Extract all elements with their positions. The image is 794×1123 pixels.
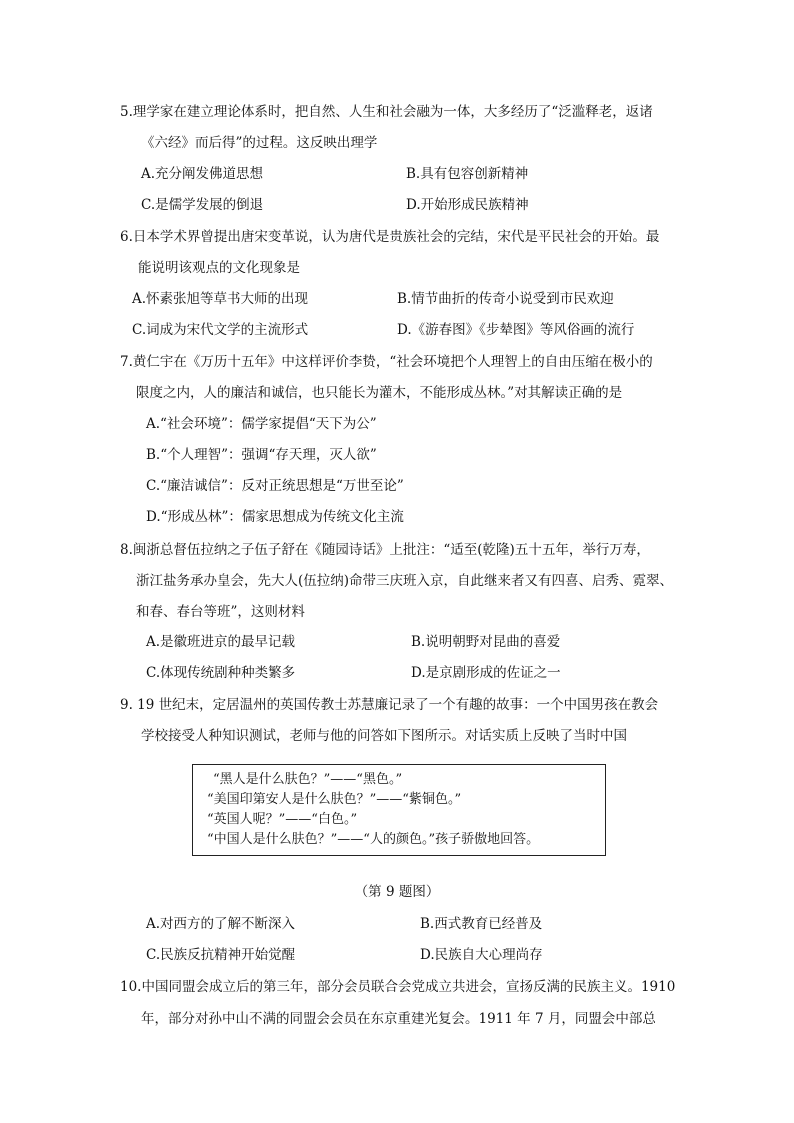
q9-option-b: B.西式教育已经普及 <box>420 916 543 932</box>
q6-stem-line1: 6.日本学术界曾提出唐宋变革说，认为唐代是贵族社会的完结，宋代是平民社会的开始。最 <box>120 229 660 245</box>
q8-stem-line2: 浙江盐务承办皇会，先大人(伍拉纳)命带三庆班入京，自此继来者又有四喜、启秀、霓翠、 <box>136 573 674 589</box>
q8-option-a: A.是徽班进京的最早记载 <box>146 634 296 650</box>
q6-stem-line2: 能说明该观点的文化现象是 <box>138 260 300 276</box>
q6-option-c: C.词成为宋代文学的主流形式 <box>132 322 309 338</box>
q5-option-d: D.开始形成民族精神 <box>406 197 529 213</box>
q7-stem-line2: 限度之内，人的廉洁和诚信，也只能长为灌木，不能形成丛林。”对其解读正确的是 <box>136 385 623 401</box>
q5-option-c: C.是儒学发展的倒退 <box>141 197 264 213</box>
q9-stem-line2: 学校接受人种知识测试，老师与他的问答如下图所示。对话实质上反映了当时中国 <box>141 728 627 744</box>
q6-option-a: A.怀素张旭等草书大师的出现 <box>132 291 309 307</box>
q5-stem-line2: 《六经》而后得”的过程。这反映出理学 <box>141 135 378 151</box>
q8-option-d: D.是京剧形成的佐证之一 <box>411 665 561 681</box>
q8-option-b: B.说明朝野对昆曲的喜爱 <box>411 634 561 650</box>
q8-stem-line3: 和春、春台等班”，这则材料 <box>136 604 305 620</box>
q8-stem-line1: 8.闽浙总督伍拉纳之子伍子舒在《随园诗话》上批注：“适至(乾隆)五十五年，举行万寿， <box>120 542 650 558</box>
q7-stem-line1: 7.黄仁宇在《万历十五年》中这样评价李贽，“社会环境把个人理智上的自由压缩在极小的 <box>120 354 653 370</box>
q5-option-a: A.充分阐发佛道思想 <box>141 166 264 182</box>
q6-option-b: B.情节曲折的传奇小说受到市民欢迎 <box>397 291 614 307</box>
q9-dialogue-line: “中国人是什么肤色？”——“人的颜色。”孩子骄傲地回答。 <box>207 832 540 847</box>
q7-option-b: B.“个人理智”：强调“存天理，灭人欲” <box>146 447 377 463</box>
q8-option-c: C.体现传统剧种种类繁多 <box>146 665 296 681</box>
q10-stem-line2: 年，部分对孙中山不满的同盟会会员在东京重建光复会。1911 年 7 月，同盟会中部总 <box>141 1011 656 1027</box>
q7-option-a: A.“社会环境”：儒学家提倡“天下为公” <box>146 416 377 432</box>
q5-stem-line1: 5.理学家在建立理论体系时，把自然、人生和社会融为一体，大多经历了“泛滥释老，返诸 <box>120 104 653 120</box>
q9-dialogue-line: “美国印第安人是什么肤色？”——“紫铜色。” <box>207 792 462 807</box>
q9-option-a: A.对西方的了解不断深入 <box>146 916 296 932</box>
q9-stem-line1: 9. 19 世纪末，定居温州的英国传教士苏慧廉记录了一个有趣的故事：一个中国男孩在教会 <box>120 697 659 713</box>
q5-option-b: B.具有包容创新精神 <box>406 166 529 182</box>
q7-option-c: C.“廉洁诚信”：反对正统思想是“万世至论” <box>146 478 404 494</box>
q9-option-c: C.民族反抗精神开始觉醒 <box>146 947 296 963</box>
q9-dialogue-line: “黑人是什么肤色？”——“黑色。” <box>213 772 403 787</box>
q9-figure-caption: （第 9 题图） <box>354 884 440 900</box>
q9-dialogue-box <box>192 764 606 856</box>
q10-stem-line1: 10.中国同盟会成立后的第三年，部分会员联合会党成立共进会，宣扬反满的民族主义。1910 <box>120 979 676 995</box>
q6-option-d: D.《游春图》《步辇图》等风俗画的流行 <box>397 322 635 338</box>
q9-dialogue-line: “英国人呢？”——“白色。” <box>207 812 358 827</box>
q9-option-d: D.民族自大心理尚存 <box>420 947 543 963</box>
q7-option-d: D.“形成丛林”：儒家思想成为传统文化主流 <box>146 509 404 525</box>
